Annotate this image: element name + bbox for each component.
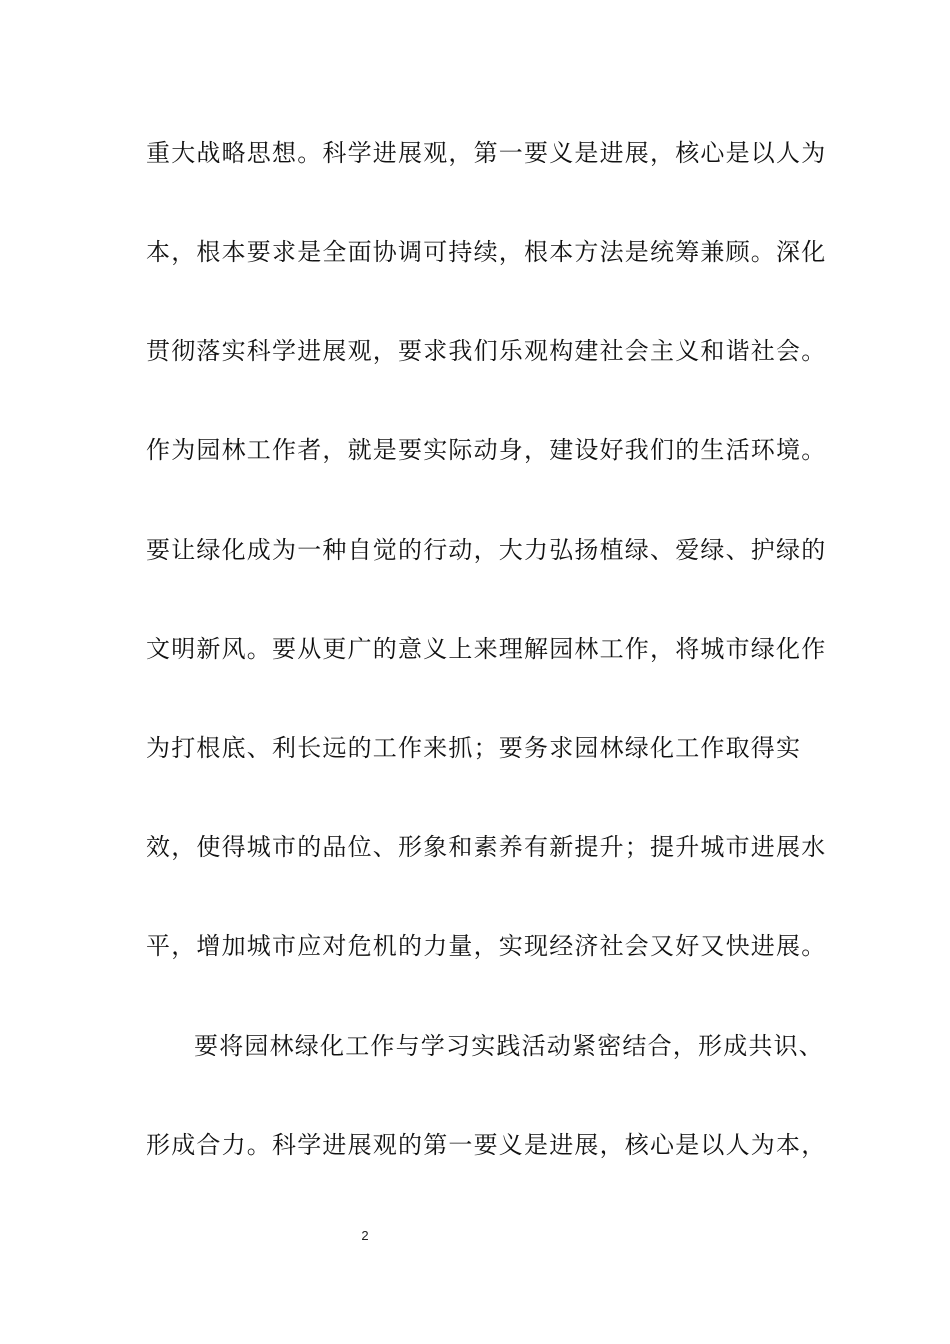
text-line-7: 为打根底、利长远的工作来抓；要务求园林绿化工作取得实 [146, 734, 802, 762]
text-line-9: 平，增加城市应对危机的力量，实现经济社会又好又快进展。 [146, 932, 827, 960]
text-line-6: 文明新风。要从更广的意义上来理解园林工作，将城市绿化作 [146, 635, 827, 663]
text-line-4: 作为园林工作者，就是要实际动身，建设好我们的生活环境。 [146, 436, 827, 464]
text-line-8: 效，使得城市的品位、形象和素养有新提升；提升城市进展水 [146, 833, 827, 861]
page-number: 2 [361, 1228, 369, 1243]
text-line-5: 要让绿化成为一种自觉的行动，大力弘扬植绿、爱绿、护绿的 [146, 536, 827, 564]
text-line-10: 要将园林绿化工作与学习实践活动紧密结合，形成共识、 [194, 1032, 824, 1060]
text-line-3: 贯彻落实科学进展观，要求我们乐观构建社会主义和谐社会。 [146, 337, 827, 365]
text-line-2: 本，根本要求是全面协调可持续，根本方法是统筹兼顾。深化 [146, 238, 827, 266]
text-line-1: 重大战略思想。科学进展观，第一要义是进展，核心是以人为 [146, 139, 827, 167]
text-line-11: 形成合力。科学进展观的第一要义是进展，核心是以人为本， [146, 1131, 827, 1159]
